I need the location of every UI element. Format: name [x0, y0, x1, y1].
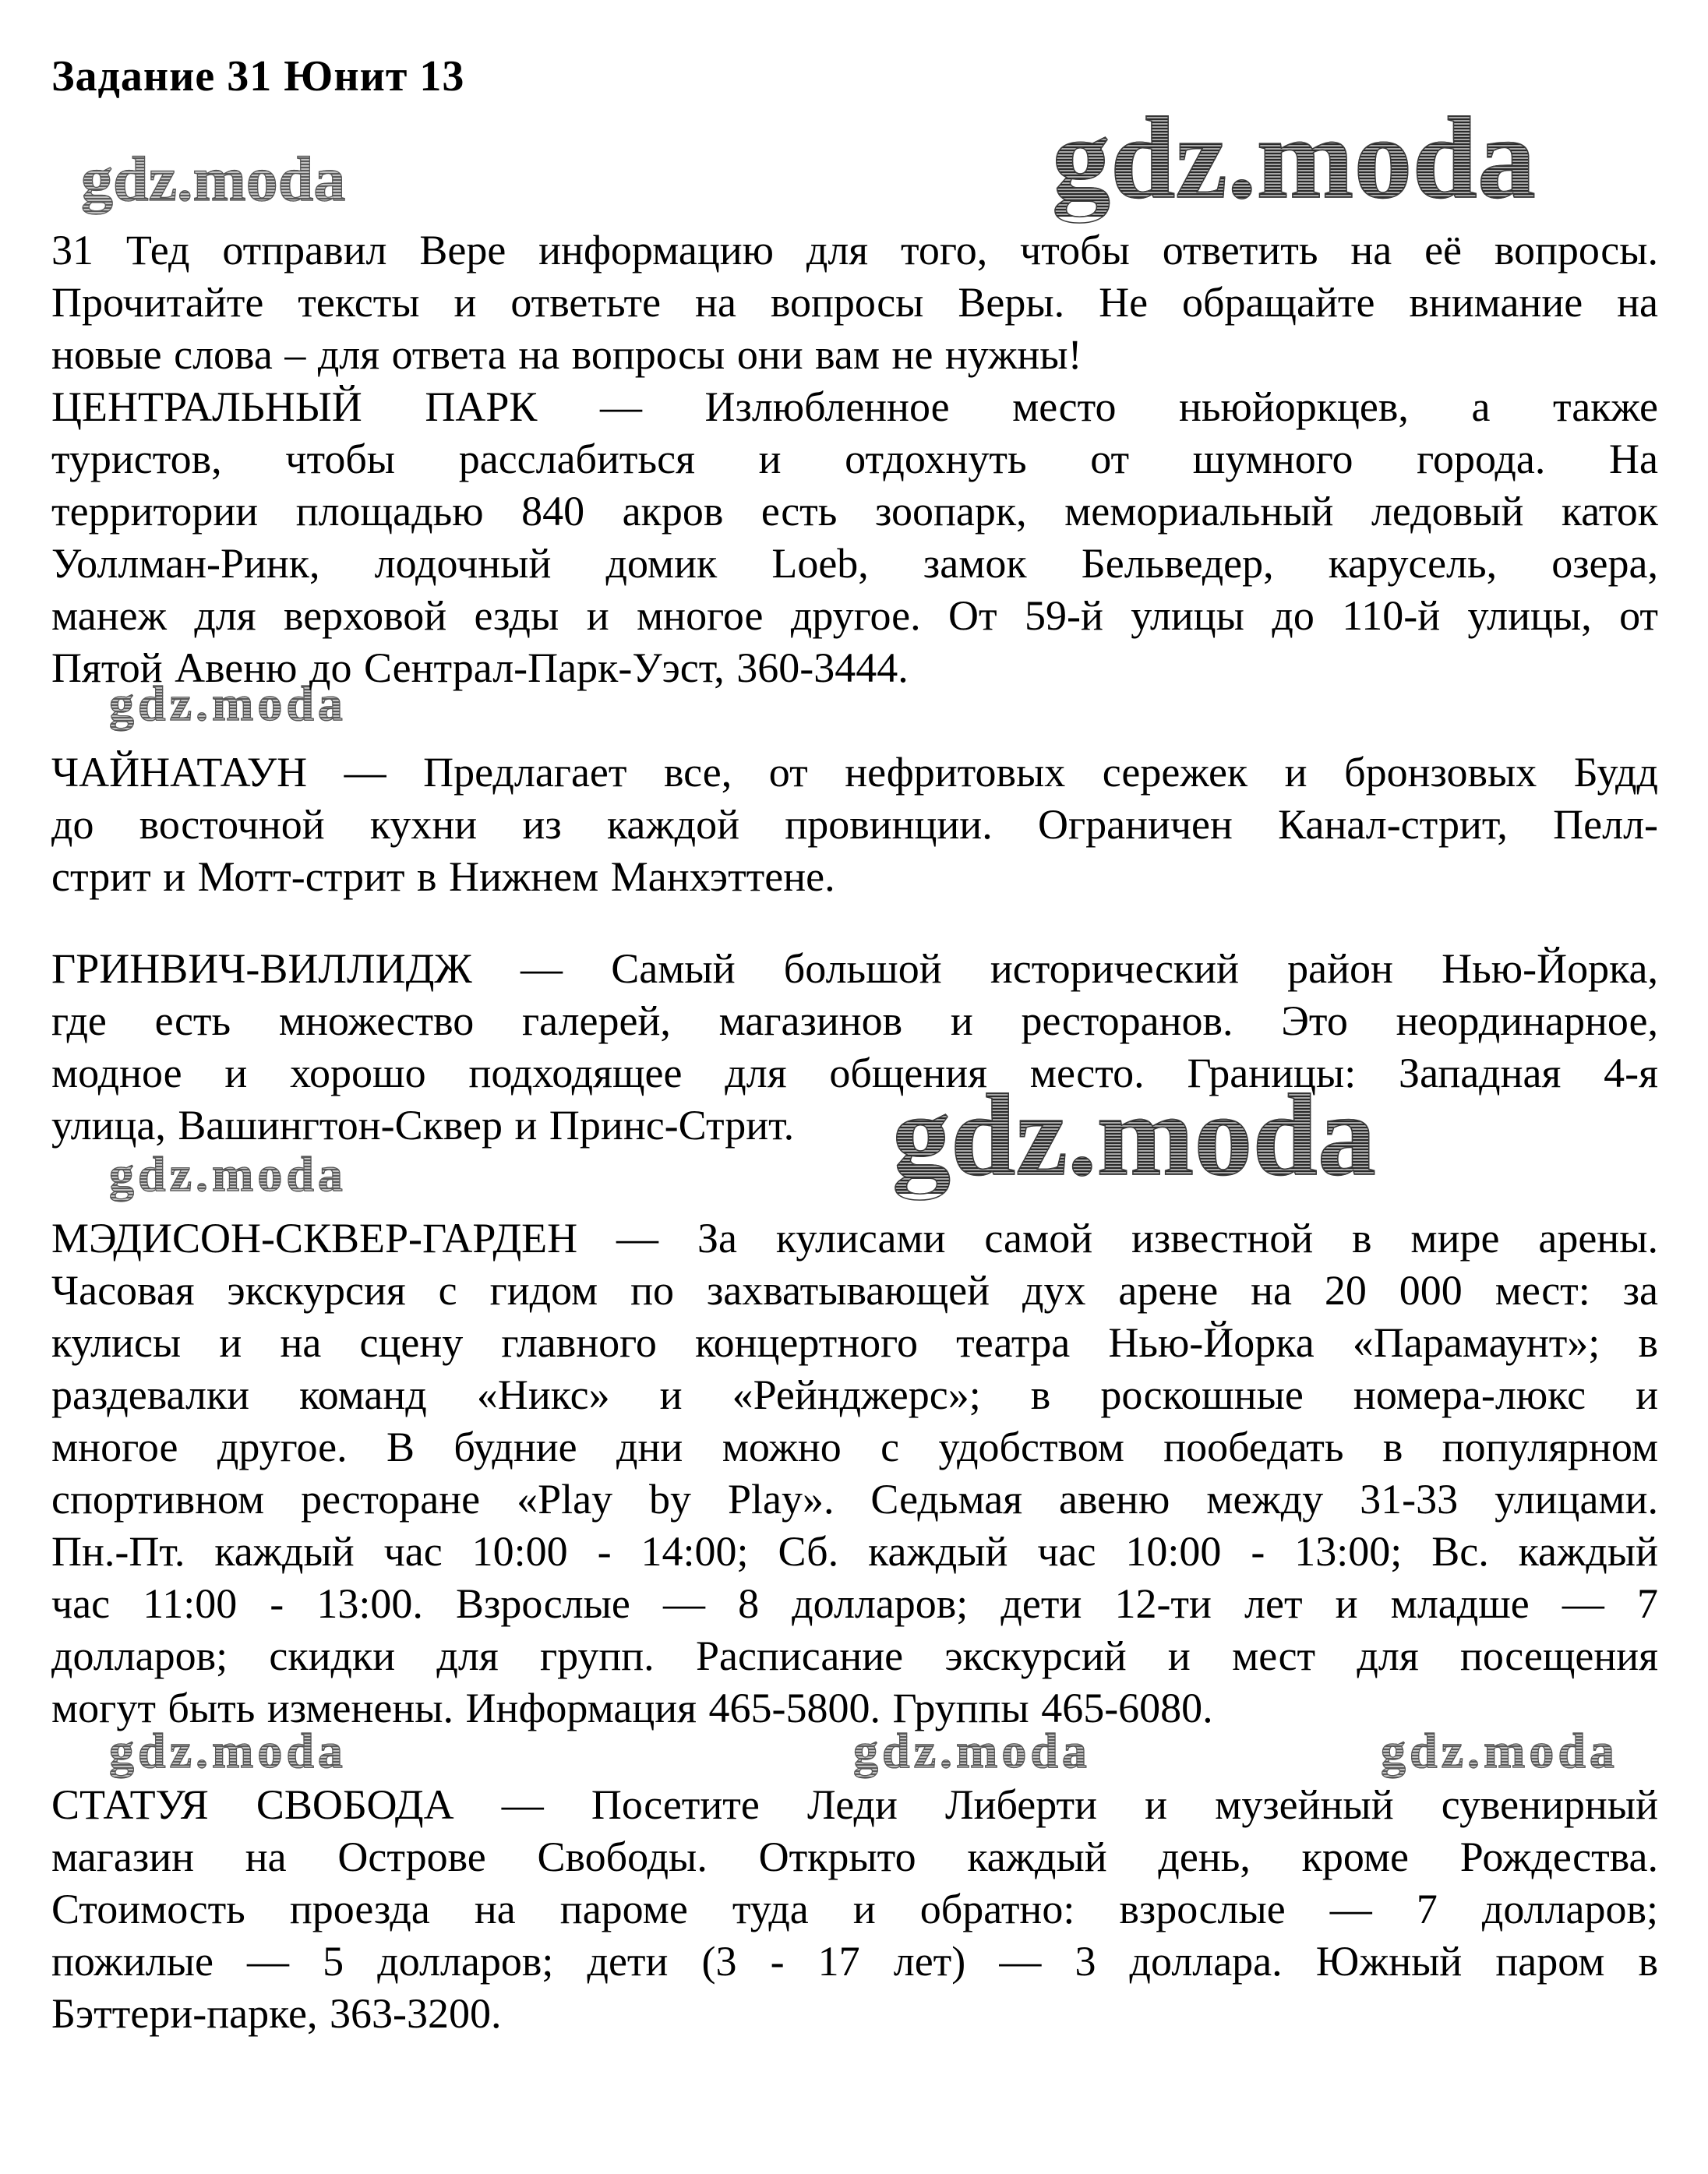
text-line: стрит и Мотт-стрит в Нижнем Манхэттене. [51, 853, 835, 900]
paragraph-madison-square-garden [51, 1212, 1658, 1735]
text-line: 31 Тед отправил Вере информацию для того, чтобы ответить на её вопросы. [51, 227, 1658, 274]
paragraph-intro [51, 224, 1658, 381]
text-line: территории площадью 840 акров есть зоопарк, мемориальный ледовый каток [51, 488, 1658, 535]
paragraph-central-park [51, 381, 1658, 694]
text-line: Пятой Авеню до Сентрал-Парк-Уэст, 360-3444. [51, 644, 909, 691]
watermark-gdz-moda: gdz.moda [1381, 1723, 1618, 1778]
page-title: Задание 31 Юнит 13 [51, 52, 465, 101]
text-line: Бэттери-парке, 363-3200. [51, 1990, 502, 2037]
watermark-gdz-moda: gdz.moda [109, 1723, 347, 1778]
watermark-gdz-moda: gdz.moda [892, 1071, 1376, 1200]
text-line: где есть множество галерей, магазинов и ресторанов. Это неординарное, [51, 997, 1658, 1044]
text-line: многое другое. В будние дни можно с удобством пообедать в популярном [51, 1424, 1658, 1470]
text-line: улица, Вашингтон-Сквер и Принс-Стрит. [51, 1102, 795, 1149]
text-line: Пн.-Пт. каждый час 10:00 - 14:00; Сб. каждый час 10:00 - 13:00; Вс. каждый [51, 1528, 1658, 1575]
text-line: кулисы и на сцену главного концертного театра Нью-Йорка «Парамаунт»; в [51, 1319, 1658, 1366]
text-line: Уоллман-Ринк, лодочный домик Loeb, замок Бельведер, карусель, озера, [51, 540, 1658, 587]
text-line: могут быть изменены. Информация 465-5800. Группы 465-6080. [51, 1685, 1213, 1731]
text-line: раздевалки команд «Никс» и «Рейнджерс»; в роскошные номера-люкс и [51, 1371, 1658, 1418]
text-line: магазин на Острове Свободы. Открыто каждый день, кроме Рождества. [51, 1833, 1658, 1880]
text-line: спортивном ресторане «Play by Play». Седьмая авеню между 31-33 улицами. [51, 1476, 1658, 1523]
watermark-gdz-moda: gdz.moda [81, 143, 346, 214]
text-line: манеж для верховой езды и многое другое. От 59-й улицы до 110-й улицы, от [51, 592, 1658, 639]
watermark-gdz-moda: gdz.moda [853, 1723, 1091, 1778]
text-line: туристов, чтобы расслабиться и отдохнуть от шумного города. На [51, 436, 1658, 482]
text-line: Стоимость проезда на пароме туда и обратно: взрослые — 7 долларов; [51, 1886, 1658, 1932]
paragraph-chinatown [51, 746, 1658, 903]
text-line: Часовая экскурсия с гидом по захватывающей дух арене на 20 000 мест: за [51, 1267, 1658, 1314]
watermark-gdz-moda: gdz.moda [1052, 94, 1536, 223]
text-line: час 11:00 - 13:00. Взрослые — 8 долларов; дети 12-ти лет и младше — 7 [51, 1580, 1658, 1627]
text-line: модное и хорошо подходящее для общения место. Границы: Западная 4-я [51, 1050, 1658, 1096]
text-line: Прочитайте тексты и ответьте на вопросы Веры. Не обращайте внимание на [51, 279, 1658, 326]
text-line: ЧАЙНАТАУН — Предлагает все, от нефритовых сережек и бронзовых Будд [51, 749, 1658, 796]
text-line: пожилые — 5 долларов; дети (3 - 17 лет) — 3 доллара. Южный паром в [51, 1938, 1658, 1985]
watermark-gdz-moda: gdz.moda [109, 1146, 347, 1202]
text-line: новые слова – для ответа на вопросы они вам не нужны! [51, 331, 1082, 378]
text-line: ГРИНВИЧ-ВИЛЛИДЖ — Самый большой исторический район Нью-Йорка, [51, 945, 1658, 992]
text-line: ЦЕНТРАЛЬНЫЙ ПАРК — Излюбленное место ньюйоркцев, а также [51, 383, 1658, 430]
text-line: СТАТУЯ СВОБОДА — Посетите Леди Либерти и музейный сувенирный [51, 1781, 1658, 1828]
text-line: долларов; скидки для групп. Расписание экскурсий и мест для посещения [51, 1632, 1658, 1679]
paragraph-greenwich-village [51, 943, 1658, 1152]
text-line: МЭДИСОН-СКВЕР-ГАРДЕН — За кулисами самой известной в мире арены. [51, 1215, 1658, 1262]
watermark-gdz-moda: gdz.moda [109, 676, 347, 731]
text-line: до восточной кухни из каждой провинции. Ограничен Канал-стрит, Пелл- [51, 801, 1658, 848]
paragraph-statue-of-liberty [51, 1779, 1658, 2040]
